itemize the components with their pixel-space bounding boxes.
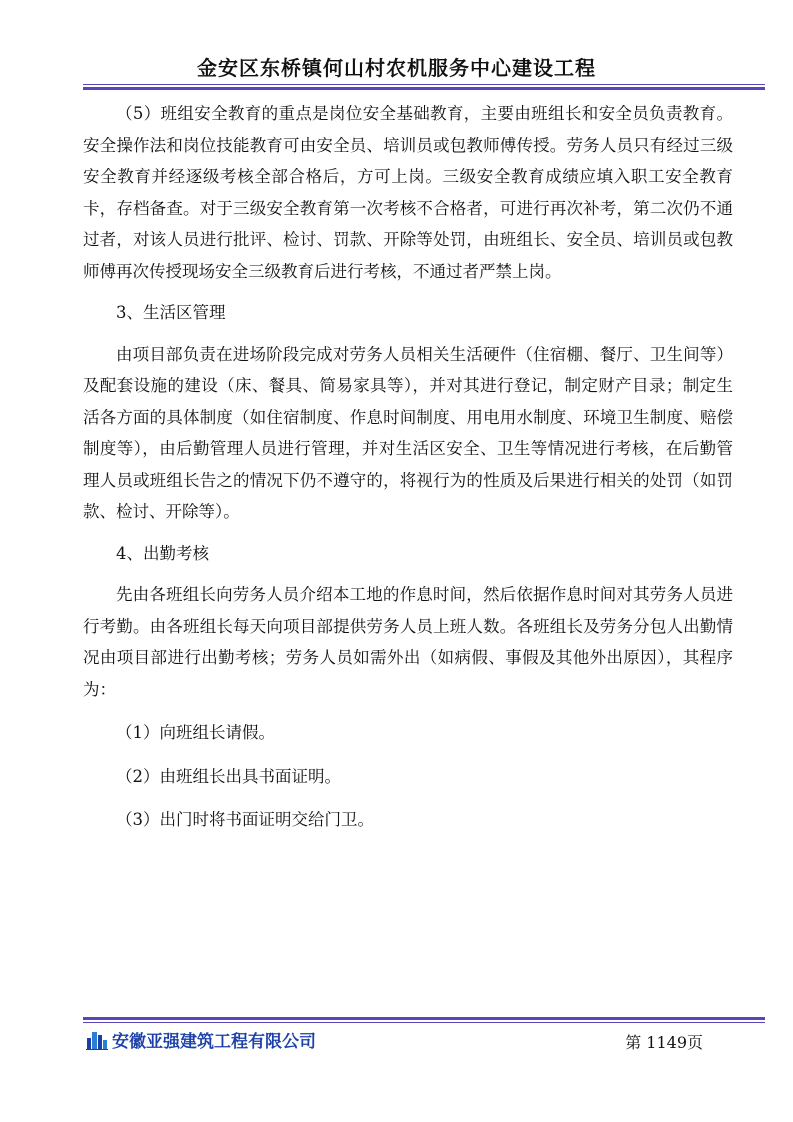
paragraph: 先由各班组长向劳务人员介绍本工地的作息时间，然后依据作息时间对其劳务人员进行考勤。由各班组长每天向项目部提供劳务人员上班人数。各班组长及劳务分包人出勤情况由项目部进行出勤考核；劳务人员如需外出（如病假、事假及其他外出原因），其程序为： (83, 585, 733, 699)
building-logo-icon (86, 1030, 108, 1050)
list-item: （3）出门时将书面证明交给门卫。 (116, 810, 374, 829)
paragraph: （5）班组安全教育的重点是岗位安全基础教育，主要由班组长和安全员负责教育。安全操作法和岗位技能教育可由安全员、培训员或包教师傅传授。劳务人员只有经过三级安全教育并经逐级考核全部合格后，方可上岗。三级安全教育成绩应填入职工安全教育卡，存档备查。对于三级安全教育第一次考核不合格者，可进行再次补考，第二次仍不通过者，对该人员进行批评、检讨、罚款、开除等处罚，由班组长、安全员、培训员或包教师傅再次传授现场安全三级教育后进行考核，不通过者严禁上岗。 (83, 104, 733, 281)
list-item: （1）向班组长请假。 (116, 723, 275, 742)
page-number: 第 1149页 (625, 1033, 703, 1052)
header-divider (83, 84, 765, 90)
document-title: 金安区东桥镇何山村农机服务中心建设工程 (197, 56, 596, 80)
paragraph: 由项目部负责在进场阶段完成对劳务人员相关生活硬件（住宿棚、餐厅、卫生间等）及配套设施的建设（床、餐具、简易家具等），并对其进行登记，制定财产目录；制定生活各方面的具体制度（如住宿制度、作息时间制度、用电用水制度、环境卫生制度、赔偿制度等），由后勤管理人员进行管理，并对生活区安全、卫生等情况进行考核，在后勤管理人员或班组长告之的情况下仍不遵守的，将视行为的性质及后果进行相关的处罚（如罚款、检讨、开除等）。 (83, 344, 733, 521)
section-heading: 4、出勤考核 (116, 543, 209, 563)
section-heading: 3、生活区管理 (116, 303, 226, 322)
company-name: 安徽亚强建筑工程有限公司 (112, 1032, 316, 1052)
footer-divider (83, 1017, 765, 1023)
document-body (83, 98, 733, 836)
list-item: （2）由班组长出具书面证明。 (116, 766, 341, 786)
footer-company (86, 1027, 316, 1052)
